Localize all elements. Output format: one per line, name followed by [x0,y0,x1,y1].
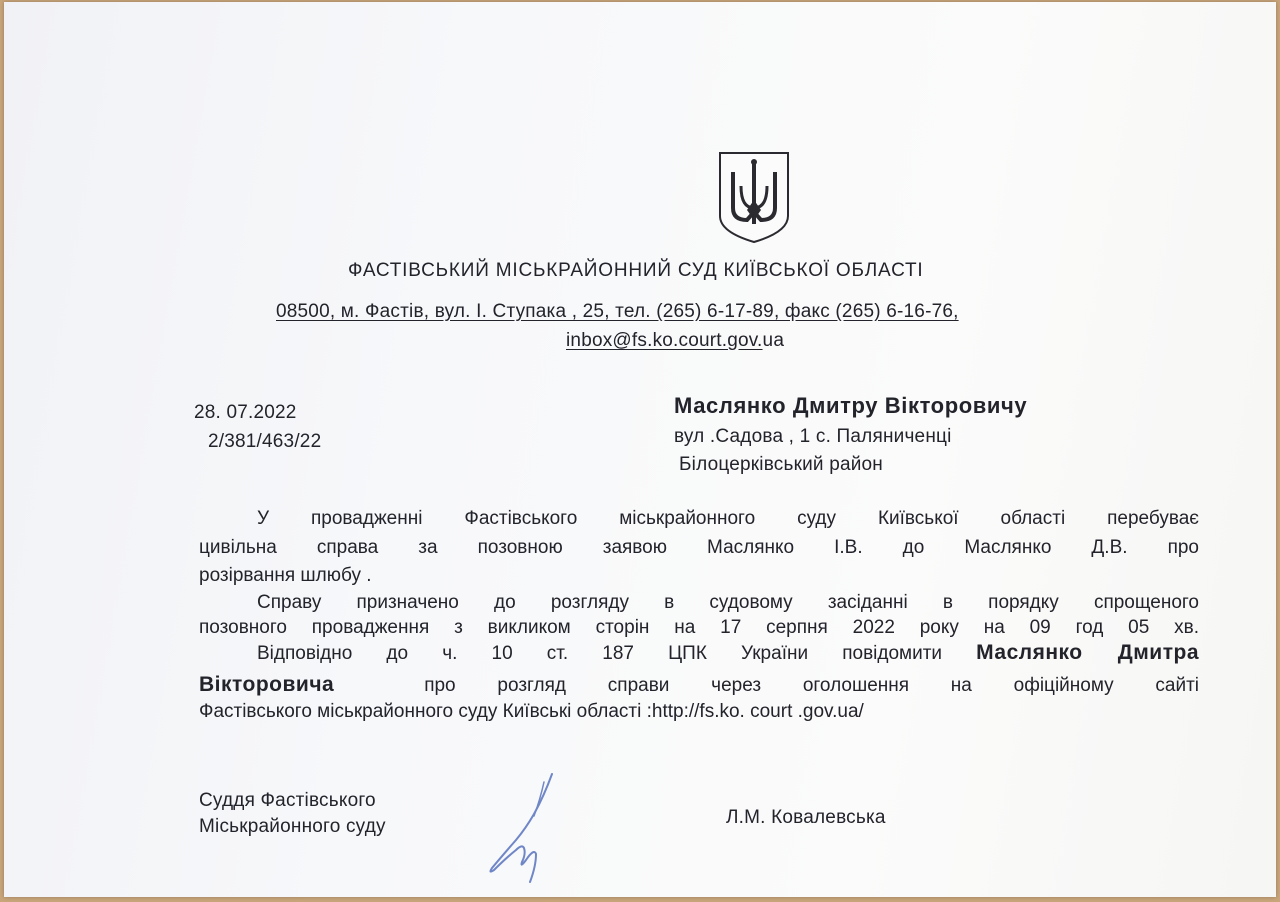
recipient-district: Білоцерківський район [679,454,883,475]
paragraph-3-line-1-text: Відповідно до ч. 10 ст. 187 ЦПК України повідомити [257,643,943,664]
email-link[interactable]: inbox@fs.ko.court.gov. [566,330,763,351]
recipient-name: Маслянко Дмитру Вікторовичу [674,393,1028,418]
judge-name: Л.М. Ковалевська [726,807,886,828]
paragraph-1-line-3: розірвання шлюбу . [199,565,372,586]
handwritten-signature-icon [482,770,562,888]
paragraph-2-line-1: Справу призначено до розгляду в судовому засіданні в порядку спрощеного [257,592,1199,613]
trident-emblem-icon [717,150,791,245]
court-address: 08500, м. Фастів, вул. І. Ступака , 25, тел. (265) 6-17-89, факс (265) 6-16-76, [276,301,959,322]
paragraph-3-line-2 [199,672,1199,698]
paragraph-3-line-2-text: про розгляд справи через оголошення на офіційному сайті [424,675,1199,696]
judge-title-line-2: Міськрайонного суду [199,816,386,837]
letter-sheet [4,2,1276,897]
paragraph-1-line-2: цивільна справа за позовною заявою Маслянко І.В. до Маслянко Д.В. про [199,537,1199,558]
court-email [566,330,784,352]
paragraph-1-line-1: У провадженні Фастівського міськрайонного суду Київської області перебуває [257,508,1199,529]
letter-date: 28. 07.2022 [194,402,297,423]
paragraph-3-line-1 [199,640,1199,666]
recipient-street: вул .Садова , 1 с. Паляниченці [674,426,952,447]
paragraph-2-line-2: позовного провадження з викликом сторін на 17 серпня 2022 року на 09 год 05 хв. [199,617,1199,638]
court-name: ФАСТІВСЬКИЙ МІСЬКРАЙОННИЙ СУД КИЇВСЬКОЇ ОБЛАСТІ [348,260,924,281]
paragraph-3-bold-name-2: Вікторовича [199,673,335,696]
email-suffix: ua [762,330,785,351]
paragraph-3-line-3: Фастівського міськрайонного суду Київські області :http://fs.ko. court .gov.ua/ [199,701,864,722]
paragraph-3-bold-name-1: Маслянко Дмитра [976,641,1200,664]
case-number: 2/381/463/22 [208,431,322,452]
judge-title-line-1: Суддя Фастівського [199,790,376,811]
